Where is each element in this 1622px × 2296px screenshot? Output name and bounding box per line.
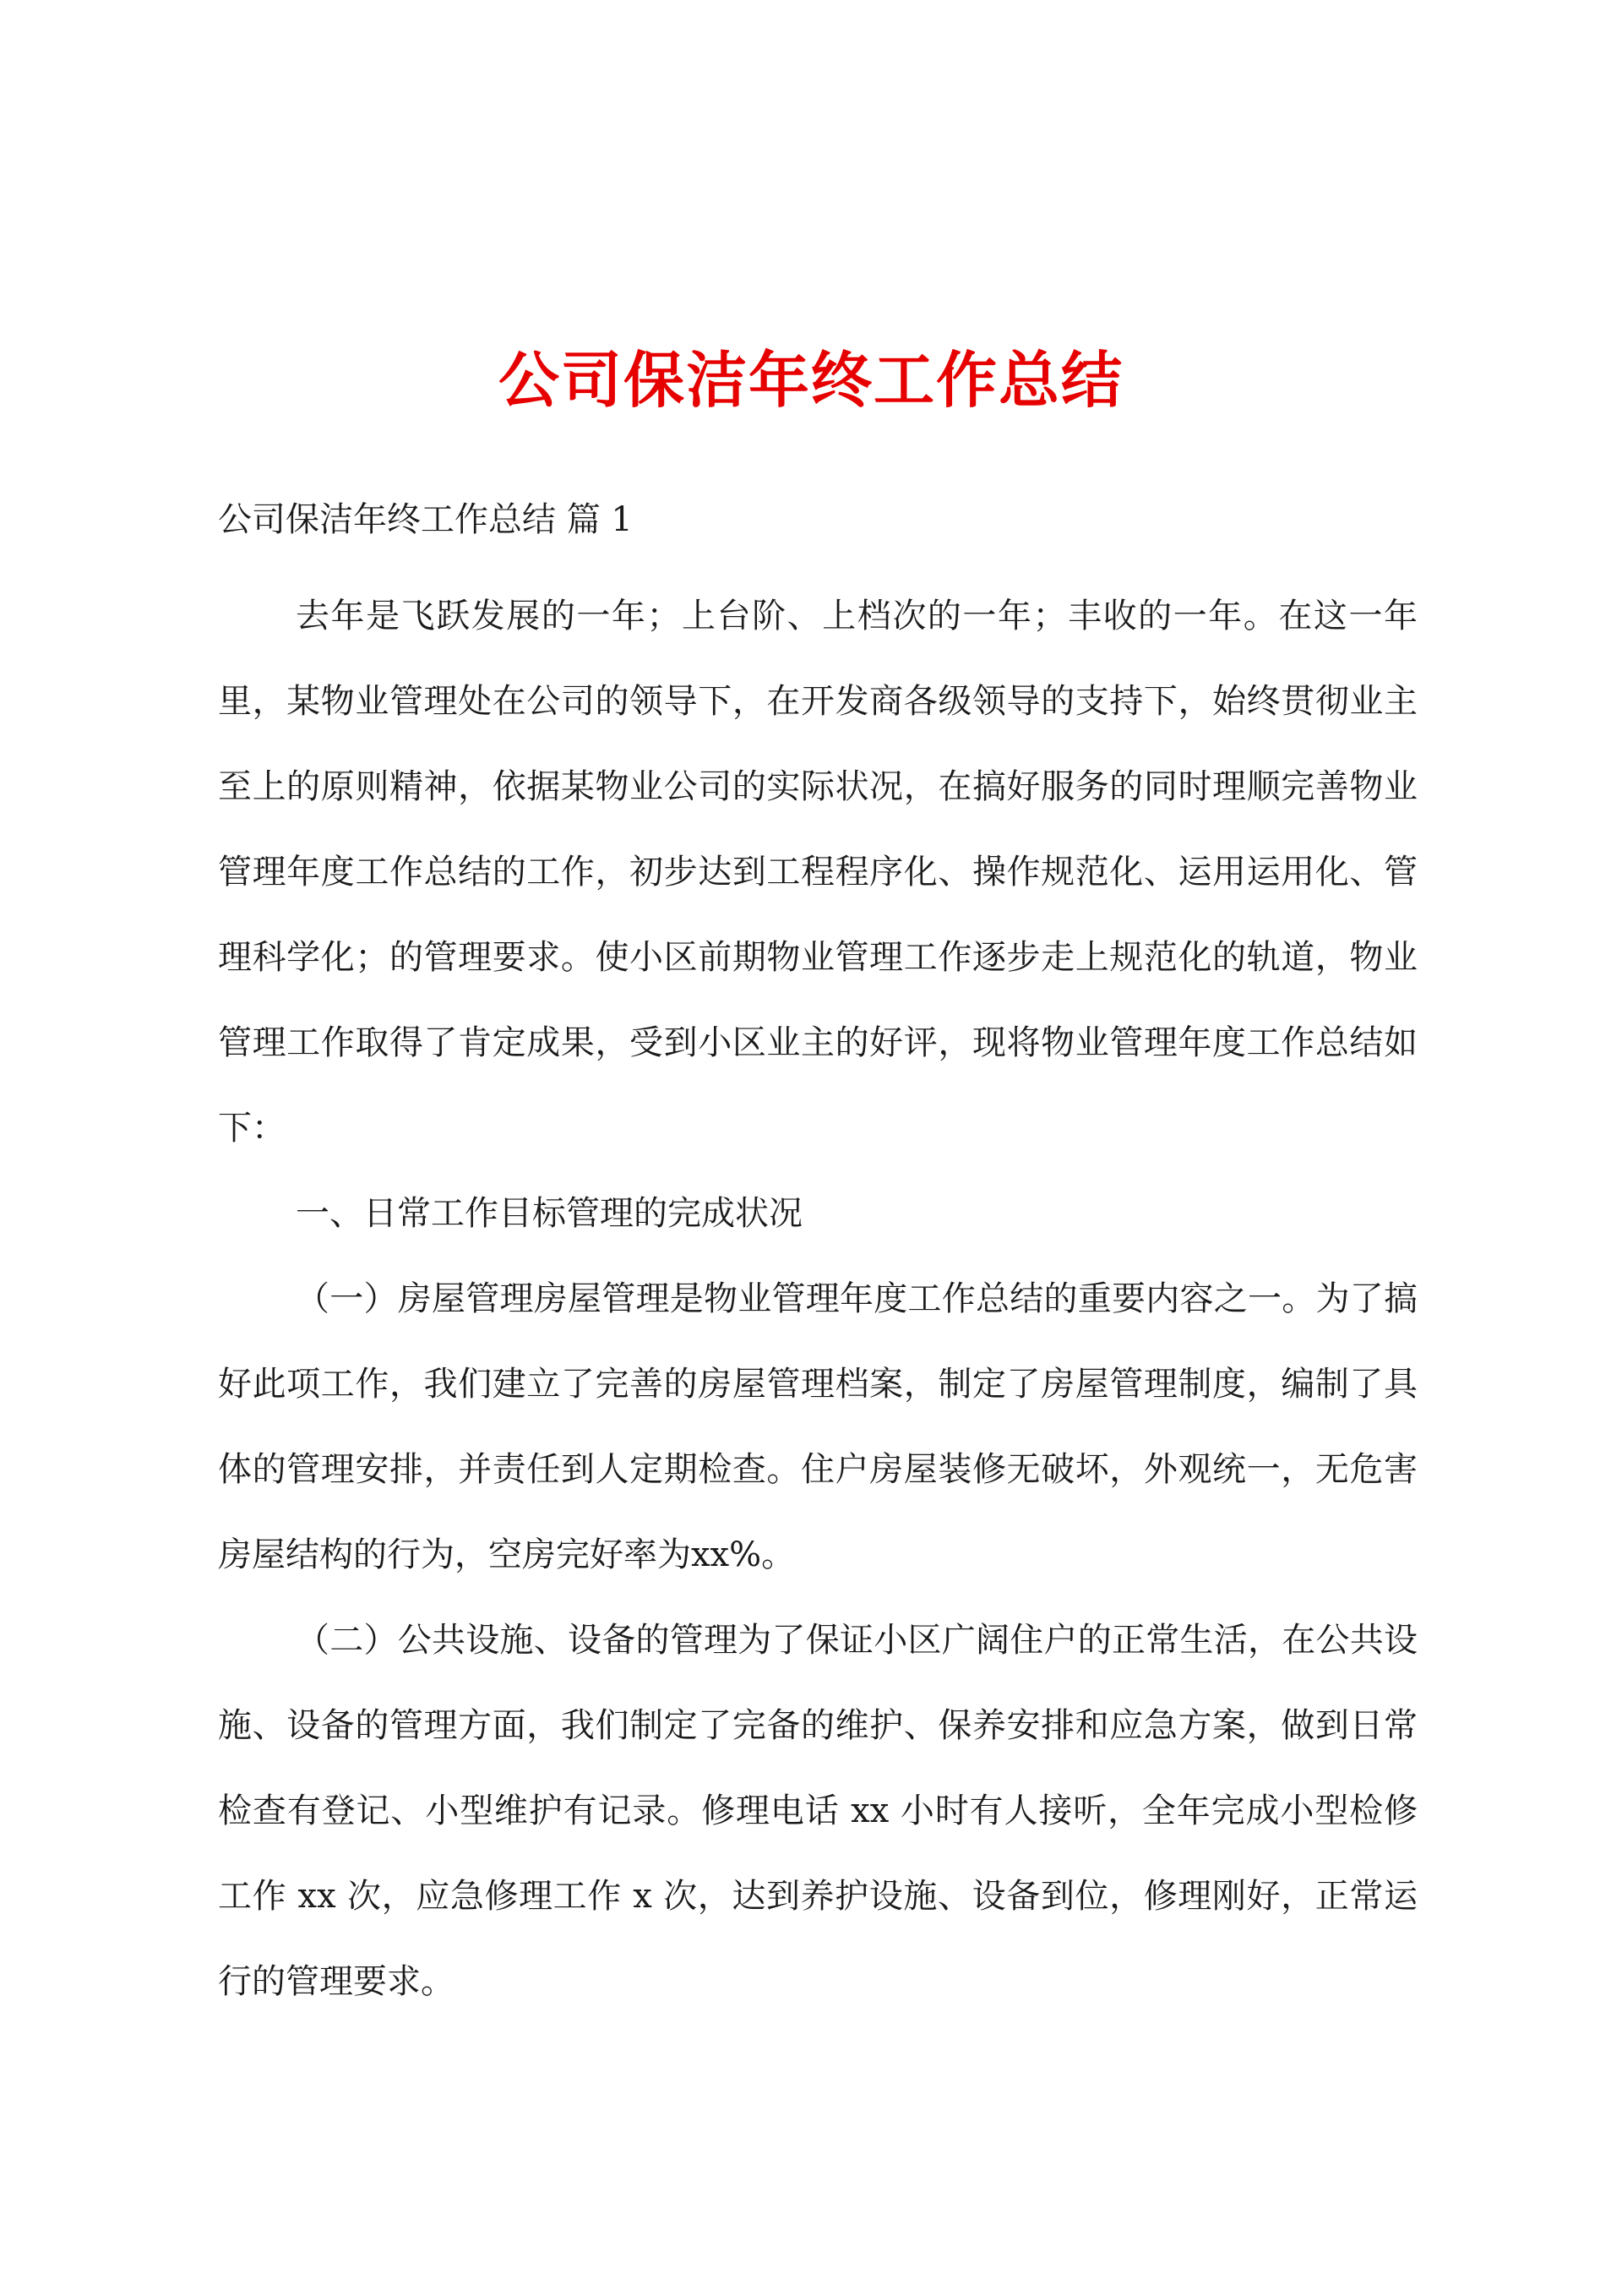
paragraph-intro: 去年是飞跃发展的一年；上台阶、上档次的一年；丰收的一年。在这一年里，某物业管理处在公司的领导下，在开发商各级领导的支持下，始终贯彻业主至上的原则精神，依据某物业公司的实际状况，在搞好服务的同时理顺完善物业管理年度工作总结的工作，初步达到工程程序化、操作规范化、运用运用化、管理科学化；的管理要求。使小区前期物业管理工作逐步走上规范化的轨道，物业管理工作取得了肯定成果，受到小区业主的好评，现将物业管理年度工作总结如下： [218,597,1418,1148]
paragraph-housing-management: （一）房屋管理房屋管理是物业管理年度工作总结的重要内容之一。为了搞好此项工作，我们建立了完善的房屋管理档案，制定了房屋管理制度，编制了具体的管理安排，并责任到人定期检查。住户房屋装修无破坏，外观统一，无危害房屋结构的行为，空房完好率为xx%。 [218,1279,1418,1574]
paragraph-facilities-management: （二）公共设施、设备的管理为了保证小区广阔住户的正常生活，在公共设施、设备的管理方面，我们制定了完备的维护、保养安排和应急方案，做到日常检查有登记、小型维护有记录。修理电话 xx 小时有人接听，全年完成小型检修工作 xx 次，应急修理工作 x 次，达到养护设施、设备到位，修理刚好，正常运行的管理要求。 [218,1621,1418,2001]
document-title: 公司保洁年终工作总结 [498,344,1124,416]
document-body [218,494,1418,2025]
subheading-daily-work: 一、日常工作目标管理的完成状况 [296,1194,803,1233]
section-heading: 公司保洁年终工作总结 篇 1 [218,500,633,539]
